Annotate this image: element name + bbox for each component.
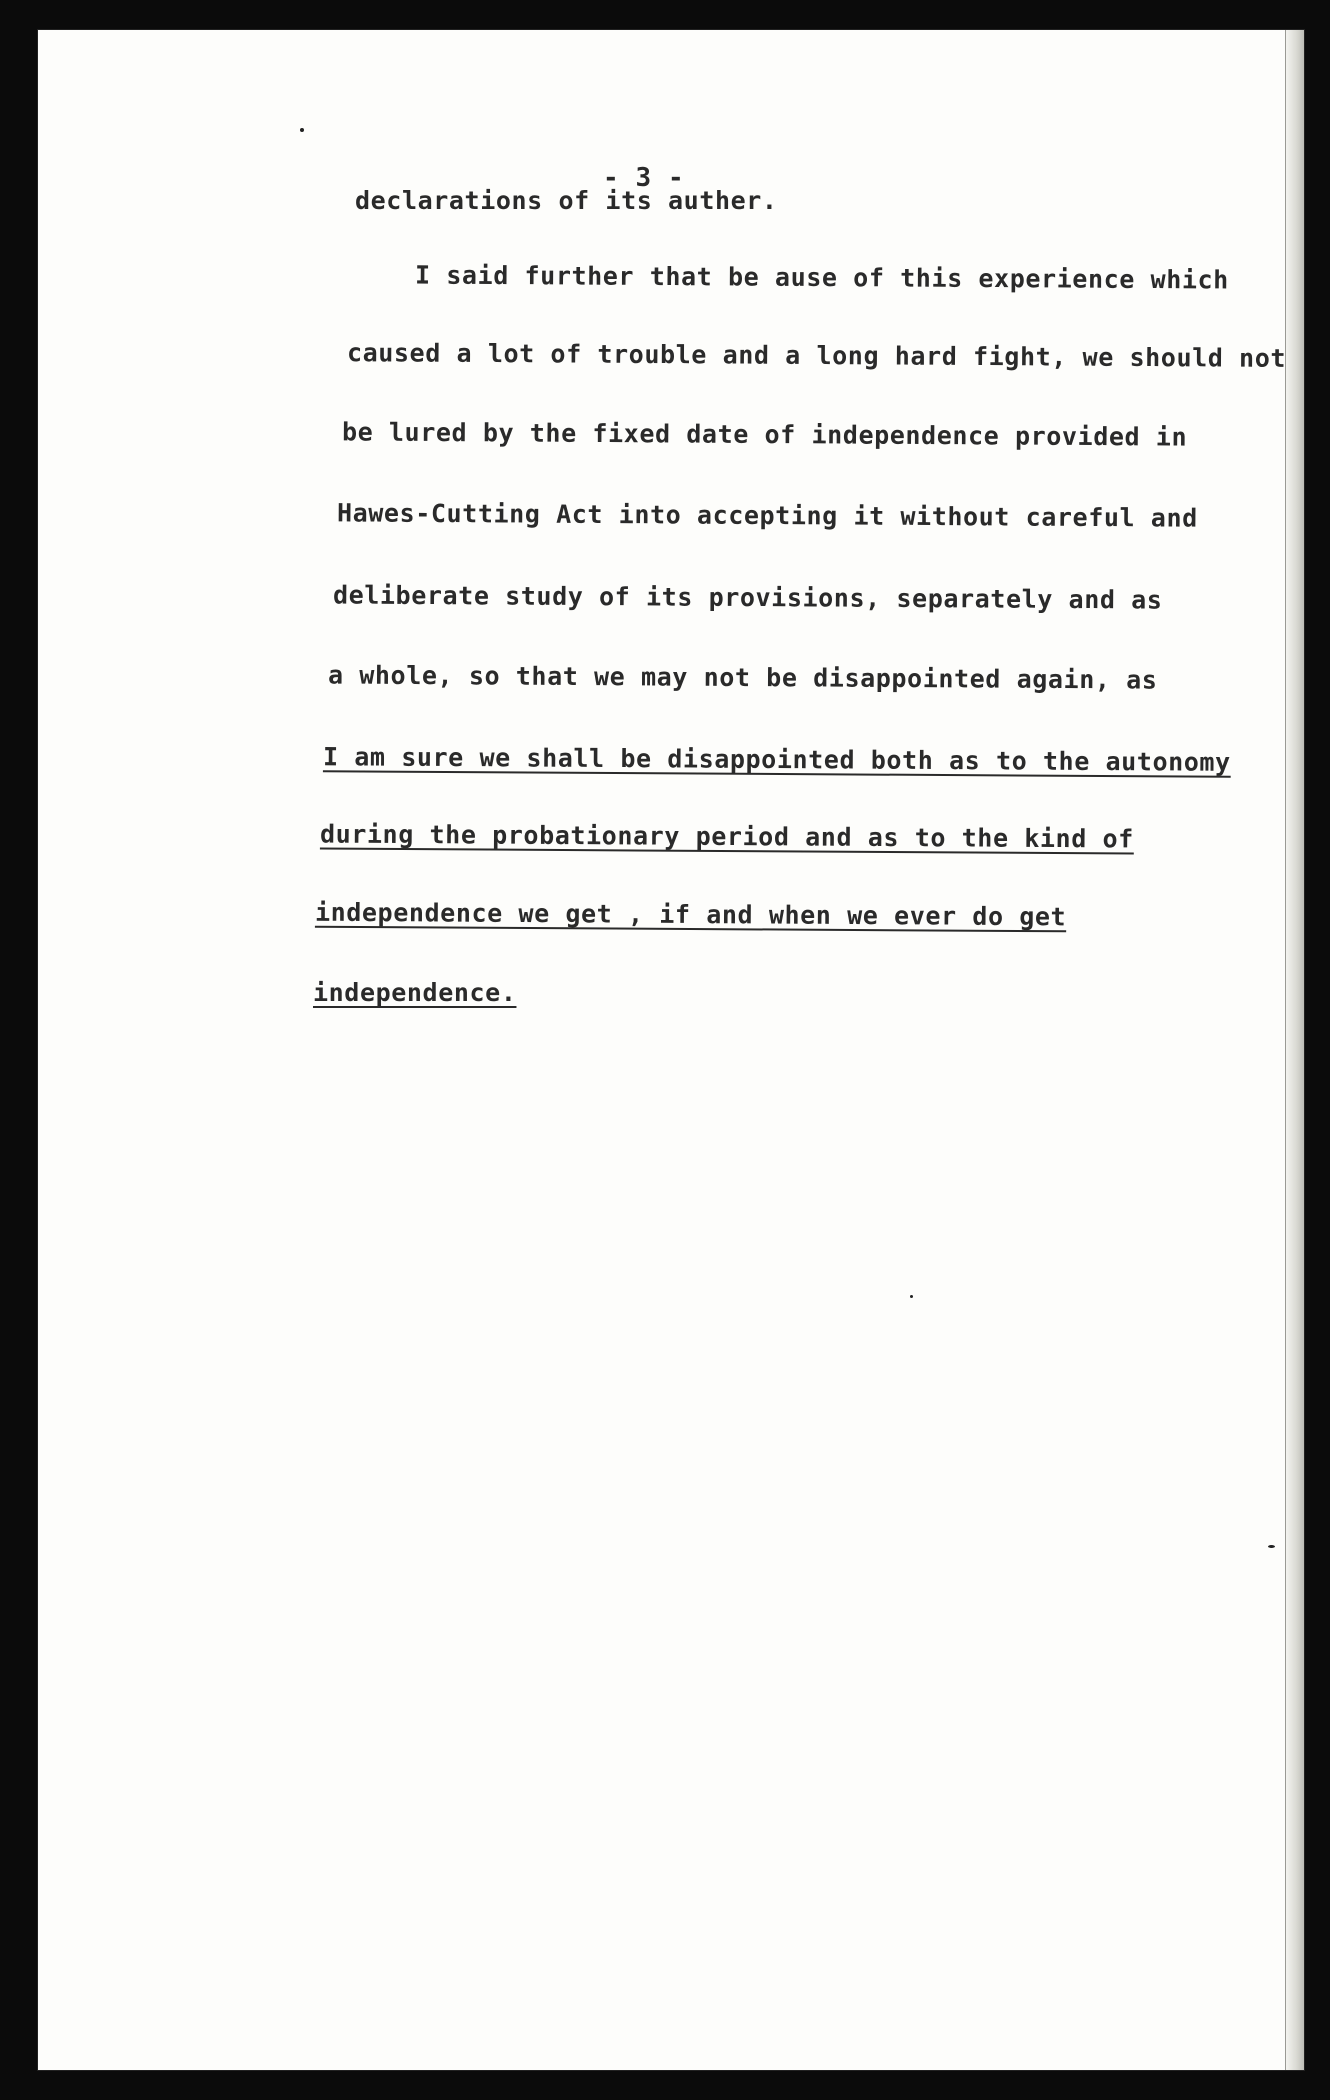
ink-speck	[300, 128, 304, 132]
text-line-2: I said further that be ause of this experience which	[414, 260, 1229, 295]
underlined-line-9: during the probationary period and as to the kind of	[319, 819, 1134, 854]
text-line-6: deliberate study of its provisions, separately and as	[332, 580, 1163, 615]
underlined-line-10: independence we get , if and when we ever do get	[314, 897, 1067, 932]
document-page	[38, 30, 1304, 2070]
underlined-line-11: independence.	[313, 978, 517, 1007]
ink-speck	[910, 1295, 913, 1298]
text-line-4: be lured by the fixed date of independence provided in	[341, 417, 1188, 452]
ink-speck	[1268, 1545, 1275, 1548]
page-number: - 3 -	[603, 163, 685, 193]
text-line-5: Hawes-Cutting Act into accepting it without careful and	[336, 498, 1198, 533]
text-line-1: declarations of its auther.	[355, 186, 778, 215]
underlined-line-8: I am sure we shall be disappointed both as to the autonomy	[322, 742, 1231, 777]
text-line-3: caused a lot of trouble and a long hard fight, we should not	[346, 338, 1287, 373]
page-edge	[1285, 30, 1304, 2070]
text-line-7: a whole, so that we may not be disappointed again, as	[327, 660, 1158, 695]
